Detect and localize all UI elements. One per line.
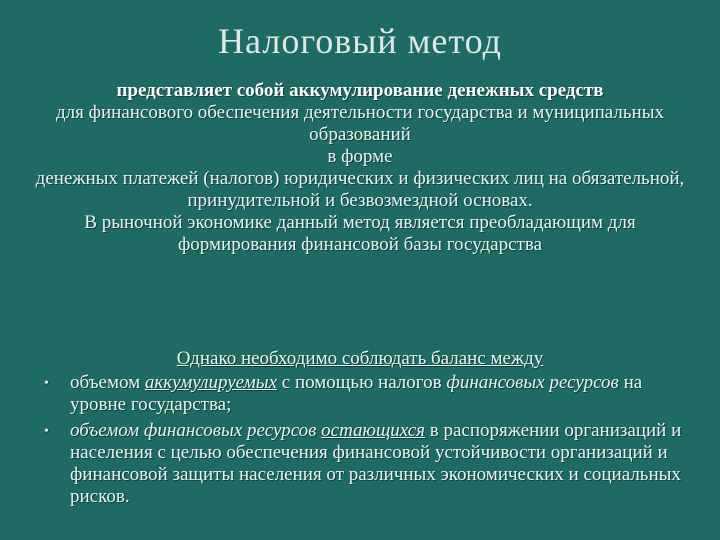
bullet2-text-2: остающихся [321, 420, 426, 441]
bullet-item-2 [44, 420, 684, 508]
bullet1-text-2: аккумулируемых [144, 372, 278, 393]
lead-paragraph [30, 80, 690, 256]
bullet2-text-1: объемом финансовых ресурсов [70, 420, 322, 441]
bullet1-text-4: финансовых ресурсов [446, 372, 619, 393]
bullet-icon: • [44, 424, 49, 439]
lead-line-3: в форме [327, 146, 393, 167]
lead-line-5: В рыночной экономике данный метод является преобладающим для формирования финансовой базы государства [84, 212, 636, 255]
bullet2-text-3: в распоряжении организаций и населения с целью обеспечения финансовой устойчивости организаций и финансовой защиты населения от различных экономических и социальных рисков. [70, 420, 682, 507]
lead-line-4: денежных платежей (налогов) юридических и физических лиц на обязательной, принудительной и безвозмездной основах. [35, 168, 685, 211]
bullet1-text-1: объемом [70, 372, 145, 393]
bullet-icon: • [44, 376, 49, 391]
bullet1-text-3: с помощью налогов [277, 372, 447, 393]
lead-line-1: представляет собой аккумулирование денежных средств [116, 80, 604, 101]
lead-line-2: для финансового обеспечения деятельности государства и муниципальных образований [56, 102, 664, 145]
bullet-list [44, 372, 684, 512]
balance-heading: Однако необходимо соблюдать баланс между [176, 348, 544, 369]
bullet-item-1 [44, 372, 684, 416]
bullet1-text-5: на уровне государства; [70, 372, 643, 415]
slide-title: Налоговый метод [218, 21, 502, 61]
